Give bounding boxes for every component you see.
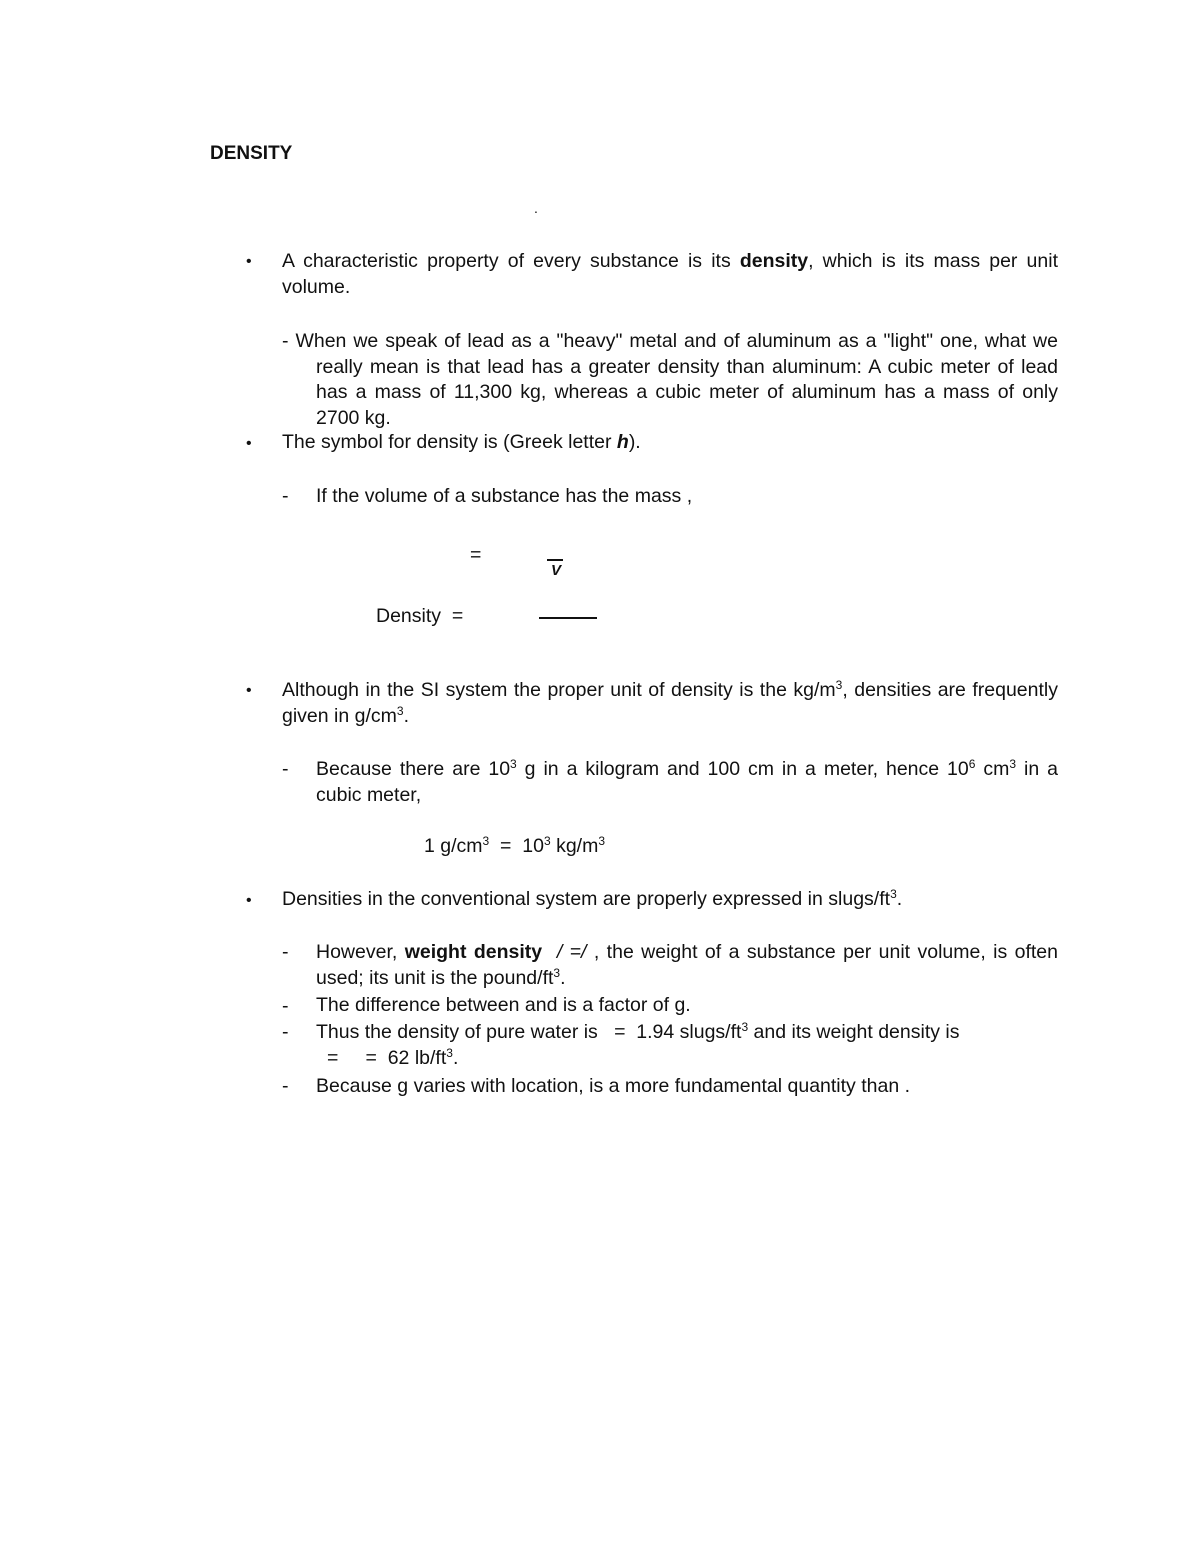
bullet-2-marker: • [246,435,252,452]
density-fraction-bar [539,617,597,619]
b4-sub3-t2: = 1.94 slugs/ft [603,1021,742,1043]
bullet-4-text [282,888,902,911]
bullet-4-dash-2: - [282,995,289,1017]
bullet-4-sub-1 [316,940,1058,991]
b3-t2: , densities are frequently given in g/cm [282,679,1058,727]
eq2-s3: 3 [598,834,606,848]
b4-sub4-t3: . [904,1075,911,1097]
bullet-3-sub [316,757,1058,808]
density-equals: = [451,605,464,627]
b2-post: ). [628,431,641,453]
b4-sub1-t1: However, [316,941,405,963]
b4-sub4-t2: is a more fundamental quantity than [589,1075,905,1097]
greek-letter: h [616,431,629,453]
eq1-denominator: V [551,562,562,579]
b4-sub3-s2: 3 [446,1046,453,1060]
bullet-3-text [282,678,1058,729]
bullet-4-sub-3-line2 [327,1047,458,1070]
b2-sub-post: , [686,485,693,507]
eq1-equals: = [470,544,482,566]
bullet-4-marker: • [246,892,252,909]
unit-conversion-equation [424,835,605,858]
b4-sub1-t3: . [560,966,566,989]
b4-sub3-t3: and its weight density is [748,1021,960,1043]
b1-pre: A characteristic property of every substance is its [282,250,740,272]
b2-mid: (Greek letter [503,431,617,453]
b4-sub2-t3: is a factor of g. [562,994,691,1016]
b3-s1: 3 [835,678,843,692]
b3-sub-t1: Because there are 10 [316,758,511,780]
b4-sub1-t2: , the weight of a substance per unit volume, is often used; its unit is the pound/ft [316,941,1058,989]
bullet-1-text [282,249,1058,300]
eq2-s2: 3 [543,834,551,848]
b3-sub-t4: in a cubic meter, [316,758,1058,806]
eq2-t2: = 10 [489,835,544,857]
eq1-lhs [470,544,481,567]
eq2-t3: kg/m [550,835,599,857]
b3-t3: . [403,704,409,727]
b4-sub2-t2: and [524,994,563,1016]
b2-sub-mid: of a substance has the mass [433,485,687,507]
b4-sub4-t1: Because g varies with location, [316,1075,590,1097]
b3-sub-s1: 3 [510,757,517,771]
bullet-4-dash-1: - [282,941,289,963]
b3-t1: Although in the SI system the proper unit of density is the kg/m [282,679,836,701]
bullet-1-sub: - When we speak of lead as a "heavy" metal and of aluminum as a "light" one, what we really mean is that lead has a greater density than aluminum: A cubic meter of lead has a mass of 11,300 kg, whereas a cubic meter of aluminum has a mass of only 2700 kg. [282,330,1058,429]
b4-sub3-t4: . [452,1047,459,1069]
b3-s2: 3 [396,703,404,718]
b2-pre: The symbol for density is [282,431,504,453]
bullet-2-dash: - [282,485,289,507]
bullet-2-sub [316,485,692,508]
bullet-4-dash-4: - [282,1075,289,1097]
b1-post: , which is its mass per unit volume. [282,250,1058,298]
eq2-s1: 3 [482,834,490,848]
eq1-fraction-bar [547,559,563,561]
b3-sub-t3: cm [975,758,1010,780]
bullet-4-dash-3: - [282,1021,289,1043]
weight-density-symbol: / =/ [542,941,594,963]
b4-sub3-line2-post: = 62 lb/ft [349,1047,447,1069]
b3-sub-s3: 3 [1009,757,1017,771]
b4-t1: Densities in the conventional system are properly expressed in slugs/ft [282,888,891,910]
b4-sub3-s1: 3 [741,1020,749,1034]
b4-sub1-s1: 3 [553,965,561,980]
bullet-2-text [282,431,641,454]
b4-sub2-t1: The difference between [316,994,525,1016]
b1-bold-term: density [739,250,809,272]
weight-density-term: weight density [404,941,543,963]
bullet-3-marker: • [246,682,252,699]
density-label [376,605,463,628]
b4-sub3-t1: Thus the density of pure water is [316,1021,604,1043]
stray-dot: . [534,200,538,216]
bullet-4-sub-2 [316,994,691,1017]
b3-sub-t2: g in a kilogram and 100 cm in a meter, hence 10 [516,758,969,780]
b4-sub3-line2-pre: = [327,1047,350,1069]
bullet-3-dash: - [282,758,289,780]
density-word: Density [376,605,442,627]
page-title: DENSITY [210,143,293,164]
bullet-4-sub-4 [316,1075,910,1098]
eq2-t1: 1 g/cm [424,835,483,857]
b4-t2: . [896,888,903,910]
b3-sub-s2: 6 [968,757,976,771]
b2-sub-pre: If the volume [316,485,434,507]
bullet-4-sub-3-line1 [316,1021,960,1044]
bullet-1-marker: • [246,253,252,270]
b4-s1: 3 [890,887,897,901]
